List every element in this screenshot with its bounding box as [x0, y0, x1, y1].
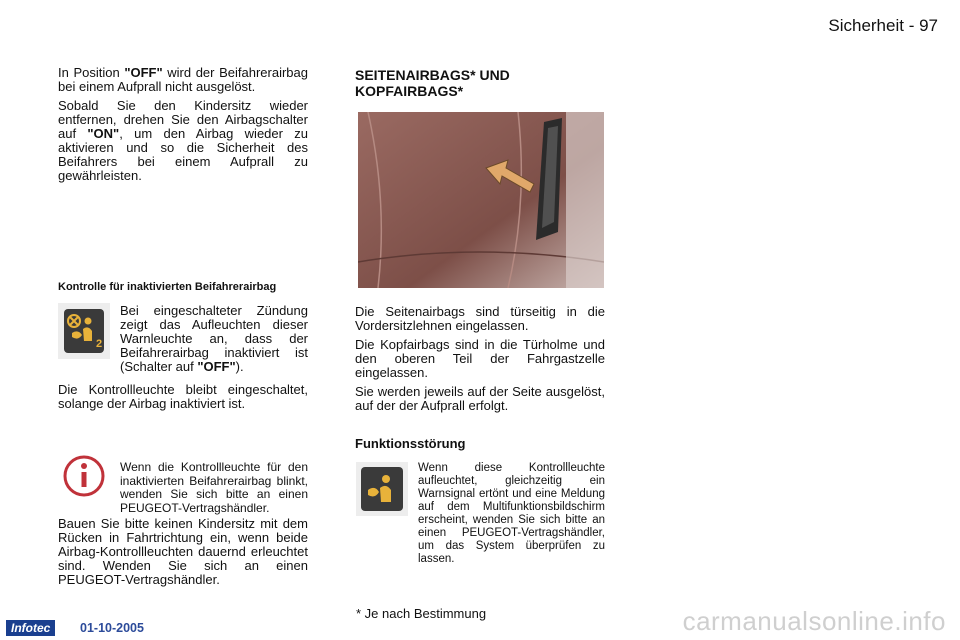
kontrolle-heading: Kontrolle für inaktivierten Beifahrerairbag [58, 281, 277, 293]
funktion-text: Wenn diese Kontrollleuchte aufleuchtet, gleichzeitig ein Warnsignal ertönt und eine Meldung auf dem Multifunktionsbildschirm erscheint, wenden Sie sich bitte an einen PEUGEOT-Vertragshändler, um das System überprüfen zu lassen. [418, 462, 605, 565]
airbag-off-icon [58, 303, 110, 359]
seat-airbag-image [358, 112, 604, 288]
info-lamp [58, 448, 110, 504]
funktion-text-block [418, 462, 605, 566]
para-on-position: Sobald Sie den Kindersitz wieder entfernen, drehen Sie den Airbagschalter auf "ON", um den Airbag wieder zu aktivieren und so die Sicherheit des Beifahrers bei einem Aufprall zu gewährleisten. [58, 98, 309, 183]
seat-illustration [358, 112, 604, 288]
watermark: carmanualsonline.info [682, 606, 946, 636]
para-ausloesung: Sie werden jeweils auf der Seite ausgelöst, auf der der Aufprall erfolgt. [355, 384, 605, 413]
print-date: 01-10-2005 [80, 621, 144, 635]
para-off-position: In Position "OFF" wird der Beifahrerairbag bei einem Aufprall nicht ausgelöst. [58, 65, 308, 94]
para-bauen: Bauen Sie bitte keinen Kindersitz mit dem Rücken in Fahrtrichtung ein, wenn beide Airbag-Kontrollleuchten dauernd erleuchtet sind. Wenden Sie sich an einen PEUGEOT-Vertragshändler. [58, 516, 308, 587]
para-kontrollleuchte: Die Kontrollleuchte bleibt eingeschaltet, solange der Airbag inaktiviert ist. [58, 382, 308, 411]
footnote: * Je nach Bestimmung [356, 606, 487, 621]
warning-lamp-description: Bei eingeschalteter Zündung zeigt das Aufleuchten dieser Warnleuchte an, dass der Beifahrerairbag inaktiviert ist (Schalter auf "OFF"). [120, 303, 308, 374]
page-header: Sicherheit - 97 [828, 16, 938, 35]
airbag-fault-lamp [356, 462, 408, 516]
info-text: Wenn die Kontrollleuchte für den inaktivierten Beifahrerairbag blinkt, wenden Sie sich bitte an einen PEUGEOT-Vertragshändler. [120, 460, 308, 515]
info-icon [58, 448, 110, 504]
airbag-off-warning-lamp [58, 303, 110, 359]
svg-text:2: 2 [96, 338, 103, 350]
section-heading-airbags: SEITENAIRBAGS* UND KOPFAIRBAGS* [355, 67, 510, 99]
para-seitenairbags: Die Seitenairbags sind türseitig in die Vordersitzlehnen eingelassen. [355, 304, 605, 333]
col2-body [355, 305, 605, 413]
funktion-heading: Funktionsstörung [355, 436, 466, 451]
infotec-logo: Infotec [6, 620, 55, 636]
airbag-fault-icon [356, 462, 408, 516]
para-kopfairbags: Die Kopfairbags sind in die Türholme und den oberen Teil der Fahrgastzelle eingelassen. [355, 337, 605, 380]
col1-intro [58, 66, 308, 183]
